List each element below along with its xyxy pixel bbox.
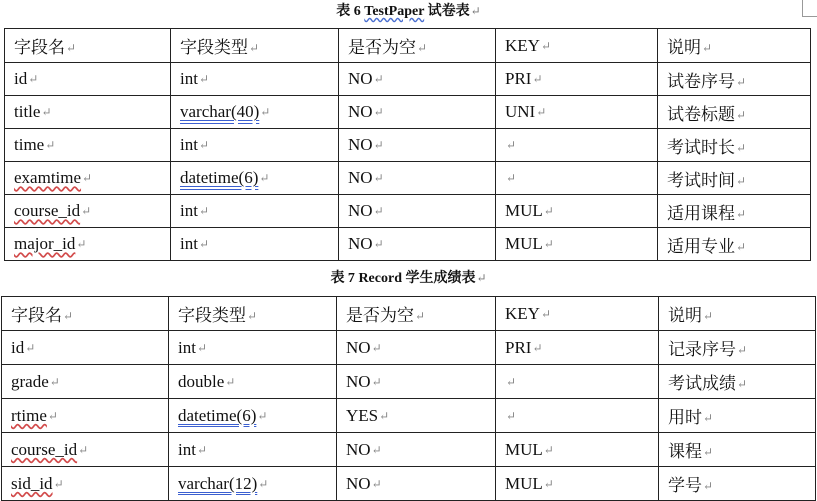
cell-text: 是否为空 bbox=[348, 38, 416, 57]
cell-key bbox=[496, 228, 658, 261]
table6-caption-name: TestPaper bbox=[364, 4, 425, 19]
paragraph-mark: ↵ bbox=[371, 374, 382, 389]
table-row bbox=[2, 467, 816, 501]
cell-text: NO bbox=[346, 473, 371, 493]
cell-nullable bbox=[339, 228, 496, 261]
paragraph-mark: ↵ bbox=[198, 204, 210, 218]
cell-nullable bbox=[339, 162, 496, 195]
cell-description bbox=[659, 331, 816, 365]
paragraph-mark: ↵ bbox=[78, 442, 89, 457]
cell-field-name bbox=[2, 399, 169, 433]
paragraph-mark: ↵ bbox=[82, 171, 93, 185]
paragraph-mark: ↵ bbox=[249, 41, 260, 55]
cell-text: MUL bbox=[505, 234, 543, 253]
table-row bbox=[2, 331, 816, 365]
cell-field-type bbox=[169, 399, 337, 433]
table-row bbox=[2, 399, 816, 433]
cell-text: varchar(12) bbox=[178, 473, 258, 493]
cell-text: YES bbox=[346, 405, 379, 425]
cell-nullable bbox=[339, 195, 496, 228]
cell-field-name bbox=[5, 228, 171, 261]
cell-text: 适用专业 bbox=[667, 236, 735, 256]
cell-description bbox=[658, 63, 811, 96]
cell-description bbox=[659, 365, 816, 399]
cell-key bbox=[496, 63, 658, 96]
cell-text: int bbox=[180, 69, 198, 88]
table-row bbox=[5, 228, 811, 261]
cell-key bbox=[496, 467, 659, 501]
cell-key bbox=[496, 129, 658, 162]
cell-text: 学号 bbox=[668, 476, 702, 495]
cell-text: MUL bbox=[505, 473, 543, 493]
cell-nullable bbox=[337, 399, 496, 433]
paragraph-mark: ↵ bbox=[247, 309, 258, 323]
cell-text: 适用课程 bbox=[667, 203, 735, 223]
cell-text: 试卷序号 bbox=[667, 71, 735, 91]
cell-key bbox=[496, 433, 659, 467]
cell-text: NO bbox=[348, 201, 373, 220]
cell-text: int bbox=[180, 201, 198, 220]
cell-nullable bbox=[339, 129, 496, 162]
paragraph-mark: ↵ bbox=[543, 204, 554, 218]
cell-description bbox=[658, 162, 811, 195]
cell-text: 字段名 bbox=[14, 38, 65, 57]
cell-text: 字段类型 bbox=[178, 306, 246, 325]
cell-key bbox=[496, 162, 658, 195]
cell-field-name bbox=[5, 96, 171, 129]
cell-text: 试卷标题 bbox=[667, 104, 735, 124]
paragraph-mark: ↵ bbox=[373, 138, 384, 152]
header-description bbox=[658, 29, 811, 63]
paragraph-mark: ↵ bbox=[198, 237, 210, 251]
cell-nullable bbox=[337, 365, 496, 399]
paragraph-mark: ↵ bbox=[76, 237, 87, 251]
paragraph-mark: ↵ bbox=[532, 340, 543, 355]
cell-field-type bbox=[171, 129, 339, 162]
paragraph-mark: ↵ bbox=[506, 138, 517, 152]
paragraph-mark: ↵ bbox=[259, 171, 270, 185]
table-row bbox=[5, 195, 811, 228]
paragraph-mark: ↵ bbox=[373, 171, 384, 185]
cell-text: sid_id bbox=[11, 473, 53, 493]
paragraph-mark: ↵ bbox=[543, 476, 554, 491]
paragraph-mark: ↵ bbox=[379, 408, 390, 423]
cell-field-name bbox=[2, 365, 169, 399]
paragraph-mark: ↵ bbox=[49, 374, 60, 389]
paragraph-mark: ↵ bbox=[373, 237, 384, 251]
table-row bbox=[5, 162, 811, 195]
header-key bbox=[496, 29, 658, 63]
paragraph-mark: ↵ bbox=[703, 445, 714, 459]
paragraph-mark: ↵ bbox=[543, 442, 554, 457]
table7 bbox=[1, 296, 816, 501]
cell-text: KEY bbox=[505, 35, 540, 55]
cell-field-type bbox=[171, 195, 339, 228]
cell-description bbox=[659, 399, 816, 433]
paragraph-mark: ↵ bbox=[198, 72, 210, 86]
paragraph-mark: ↵ bbox=[41, 105, 52, 119]
cell-nullable bbox=[339, 63, 496, 96]
cell-field-type bbox=[169, 331, 337, 365]
cell-nullable bbox=[337, 467, 496, 501]
cell-text: rtime bbox=[11, 405, 47, 425]
cell-nullable bbox=[337, 331, 496, 365]
paragraph-mark: ↵ bbox=[506, 408, 517, 423]
cell-description bbox=[658, 195, 811, 228]
header-description bbox=[659, 297, 816, 331]
paragraph-mark: ↵ bbox=[536, 105, 547, 119]
paragraph-mark: ↵ bbox=[703, 411, 714, 425]
cell-nullable bbox=[339, 96, 496, 129]
paragraph-mark: ↵ bbox=[196, 340, 208, 355]
cell-description bbox=[659, 433, 816, 467]
paragraph-mark: ↵ bbox=[737, 343, 748, 357]
header-field-type bbox=[171, 29, 339, 63]
cell-description bbox=[658, 96, 811, 129]
cell-text: 用时 bbox=[668, 408, 702, 427]
cell-text: NO bbox=[346, 337, 371, 357]
cell-field-type bbox=[169, 467, 337, 501]
table-row bbox=[5, 96, 811, 129]
table-row bbox=[5, 63, 811, 96]
cell-text: NO bbox=[348, 102, 373, 121]
cell-key bbox=[496, 331, 659, 365]
cell-description bbox=[659, 467, 816, 501]
cell-text: course_id bbox=[14, 201, 81, 220]
cell-field-name bbox=[5, 129, 171, 162]
table6-caption bbox=[0, 1, 817, 22]
paragraph-mark: ↵ bbox=[66, 41, 77, 55]
paragraph-mark: ↵ bbox=[373, 105, 384, 119]
paragraph-mark: ↵ bbox=[371, 340, 382, 355]
header-field-name bbox=[2, 297, 169, 331]
paragraph-mark: ↵ bbox=[736, 74, 747, 89]
paragraph-mark: ↵ bbox=[196, 442, 208, 457]
header-field-name bbox=[5, 29, 171, 63]
table7-caption-name: Record bbox=[358, 271, 402, 286]
cell-text: varchar(40) bbox=[180, 102, 260, 121]
header-row bbox=[5, 29, 811, 63]
cell-field-name bbox=[5, 162, 171, 195]
paragraph-mark: ↵ bbox=[45, 138, 56, 152]
cell-text: PRI bbox=[505, 337, 532, 357]
cell-text: 说明 bbox=[667, 38, 701, 57]
paragraph-mark: ↵ bbox=[198, 138, 210, 152]
cell-text: 考试时长 bbox=[667, 137, 735, 157]
cell-text: MUL bbox=[505, 439, 543, 459]
header-row bbox=[2, 297, 816, 331]
table7-caption-prefix: 表 7 bbox=[330, 271, 359, 286]
cell-text: 字段类型 bbox=[180, 38, 248, 57]
paragraph-mark: ↵ bbox=[81, 204, 92, 218]
cell-text: 字段名 bbox=[11, 306, 62, 325]
paragraph-mark: ↵ bbox=[47, 408, 58, 423]
paragraph-mark: ↵ bbox=[736, 173, 747, 188]
cell-field-name bbox=[2, 331, 169, 365]
cell-text: datetime(6) bbox=[180, 168, 259, 187]
cell-text: 课程 bbox=[668, 442, 702, 461]
cell-text: double bbox=[178, 371, 225, 391]
cell-text: 记录序号 bbox=[668, 340, 736, 359]
paragraph-mark: ↵ bbox=[540, 38, 552, 53]
cell-field-name bbox=[2, 467, 169, 501]
cell-text: examtime bbox=[14, 168, 82, 187]
cell-text: time bbox=[14, 135, 45, 154]
cell-field-name bbox=[5, 63, 171, 96]
paragraph-mark: ↵ bbox=[373, 204, 384, 218]
cell-text: 考试成绩 bbox=[668, 374, 736, 393]
paragraph-mark: ↵ bbox=[532, 72, 543, 86]
table7-caption-suffix: 学生成绩表 bbox=[401, 271, 476, 286]
table6 bbox=[4, 28, 811, 261]
cell-key bbox=[496, 365, 659, 399]
table-row bbox=[2, 365, 816, 399]
cell-text: MUL bbox=[505, 201, 543, 220]
paragraph-mark: ↵ bbox=[373, 72, 384, 86]
cell-text: PRI bbox=[505, 69, 532, 88]
cell-text: int bbox=[180, 135, 198, 154]
cell-text: id bbox=[11, 337, 25, 357]
paragraph-mark: ↵ bbox=[25, 340, 36, 355]
paragraph-mark: ↵ bbox=[417, 41, 428, 55]
cell-text: UNI bbox=[505, 102, 536, 121]
header-key bbox=[496, 297, 659, 331]
table6-caption-suffix: 试卷表 bbox=[424, 4, 470, 19]
paragraph-mark: ↵ bbox=[63, 309, 74, 323]
cell-text: NO bbox=[346, 439, 371, 459]
cell-field-type bbox=[169, 365, 337, 399]
paragraph-mark: ↵ bbox=[415, 309, 426, 323]
cell-text: int bbox=[178, 337, 196, 357]
cell-text: grade bbox=[11, 371, 49, 391]
paragraph-mark: ↵ bbox=[736, 140, 747, 155]
cell-text: major_id bbox=[14, 234, 76, 253]
paragraph-mark: ↵ bbox=[506, 374, 517, 389]
cell-field-type bbox=[171, 228, 339, 261]
cell-text: NO bbox=[346, 371, 371, 391]
cell-text: title bbox=[14, 102, 41, 121]
cell-text: datetime(6) bbox=[178, 405, 257, 425]
cell-text: NO bbox=[348, 135, 373, 154]
cell-key bbox=[496, 96, 658, 129]
paragraph-mark: ↵ bbox=[736, 239, 747, 254]
paragraph-mark: ↵ bbox=[28, 72, 39, 86]
paragraph-mark: ↵ bbox=[737, 377, 748, 391]
paragraph-mark: ↵ bbox=[736, 107, 747, 122]
cell-field-type bbox=[171, 63, 339, 96]
cell-text: 是否为空 bbox=[346, 306, 414, 325]
table-row bbox=[5, 129, 811, 162]
cell-field-name bbox=[2, 433, 169, 467]
header-nullable bbox=[337, 297, 496, 331]
cell-nullable bbox=[337, 433, 496, 467]
paragraph-mark: ↵ bbox=[258, 476, 269, 491]
cell-field-type bbox=[169, 433, 337, 467]
cell-text: id bbox=[14, 69, 28, 88]
cell-field-type bbox=[171, 96, 339, 129]
paragraph-mark: ↵ bbox=[470, 4, 481, 18]
table6-caption-prefix: 表 6 bbox=[336, 4, 365, 19]
cell-text: 考试时间 bbox=[667, 170, 735, 190]
paragraph-mark: ↵ bbox=[53, 476, 64, 491]
cell-text: course_id bbox=[11, 439, 78, 459]
cell-text: int bbox=[178, 439, 196, 459]
header-field-type bbox=[169, 297, 337, 331]
cell-text: NO bbox=[348, 69, 373, 88]
paragraph-mark: ↵ bbox=[702, 41, 713, 55]
table-row bbox=[2, 433, 816, 467]
table7-caption bbox=[0, 268, 817, 289]
paragraph-mark: ↵ bbox=[260, 105, 271, 119]
paragraph-mark: ↵ bbox=[703, 479, 714, 493]
cell-field-name bbox=[5, 195, 171, 228]
cell-text: NO bbox=[348, 234, 373, 253]
cell-field-type bbox=[171, 162, 339, 195]
cell-text: int bbox=[180, 234, 198, 253]
paragraph-mark: ↵ bbox=[540, 306, 552, 321]
paragraph-mark: ↵ bbox=[543, 237, 554, 251]
paragraph-mark: ↵ bbox=[506, 171, 517, 185]
cell-description bbox=[658, 228, 811, 261]
paragraph-mark: ↵ bbox=[371, 476, 382, 491]
paragraph-mark: ↵ bbox=[703, 309, 714, 323]
paragraph-mark: ↵ bbox=[225, 374, 236, 389]
cell-key bbox=[496, 195, 658, 228]
paragraph-mark: ↵ bbox=[736, 206, 747, 221]
cell-text: NO bbox=[348, 168, 373, 187]
cell-key bbox=[496, 399, 659, 433]
paragraph-mark: ↵ bbox=[476, 271, 487, 285]
cell-text: 说明 bbox=[668, 306, 702, 325]
cell-description bbox=[658, 129, 811, 162]
cell-text: KEY bbox=[505, 303, 540, 323]
paragraph-mark: ↵ bbox=[257, 408, 268, 423]
paragraph-mark: ↵ bbox=[371, 442, 382, 457]
header-nullable bbox=[339, 29, 496, 63]
